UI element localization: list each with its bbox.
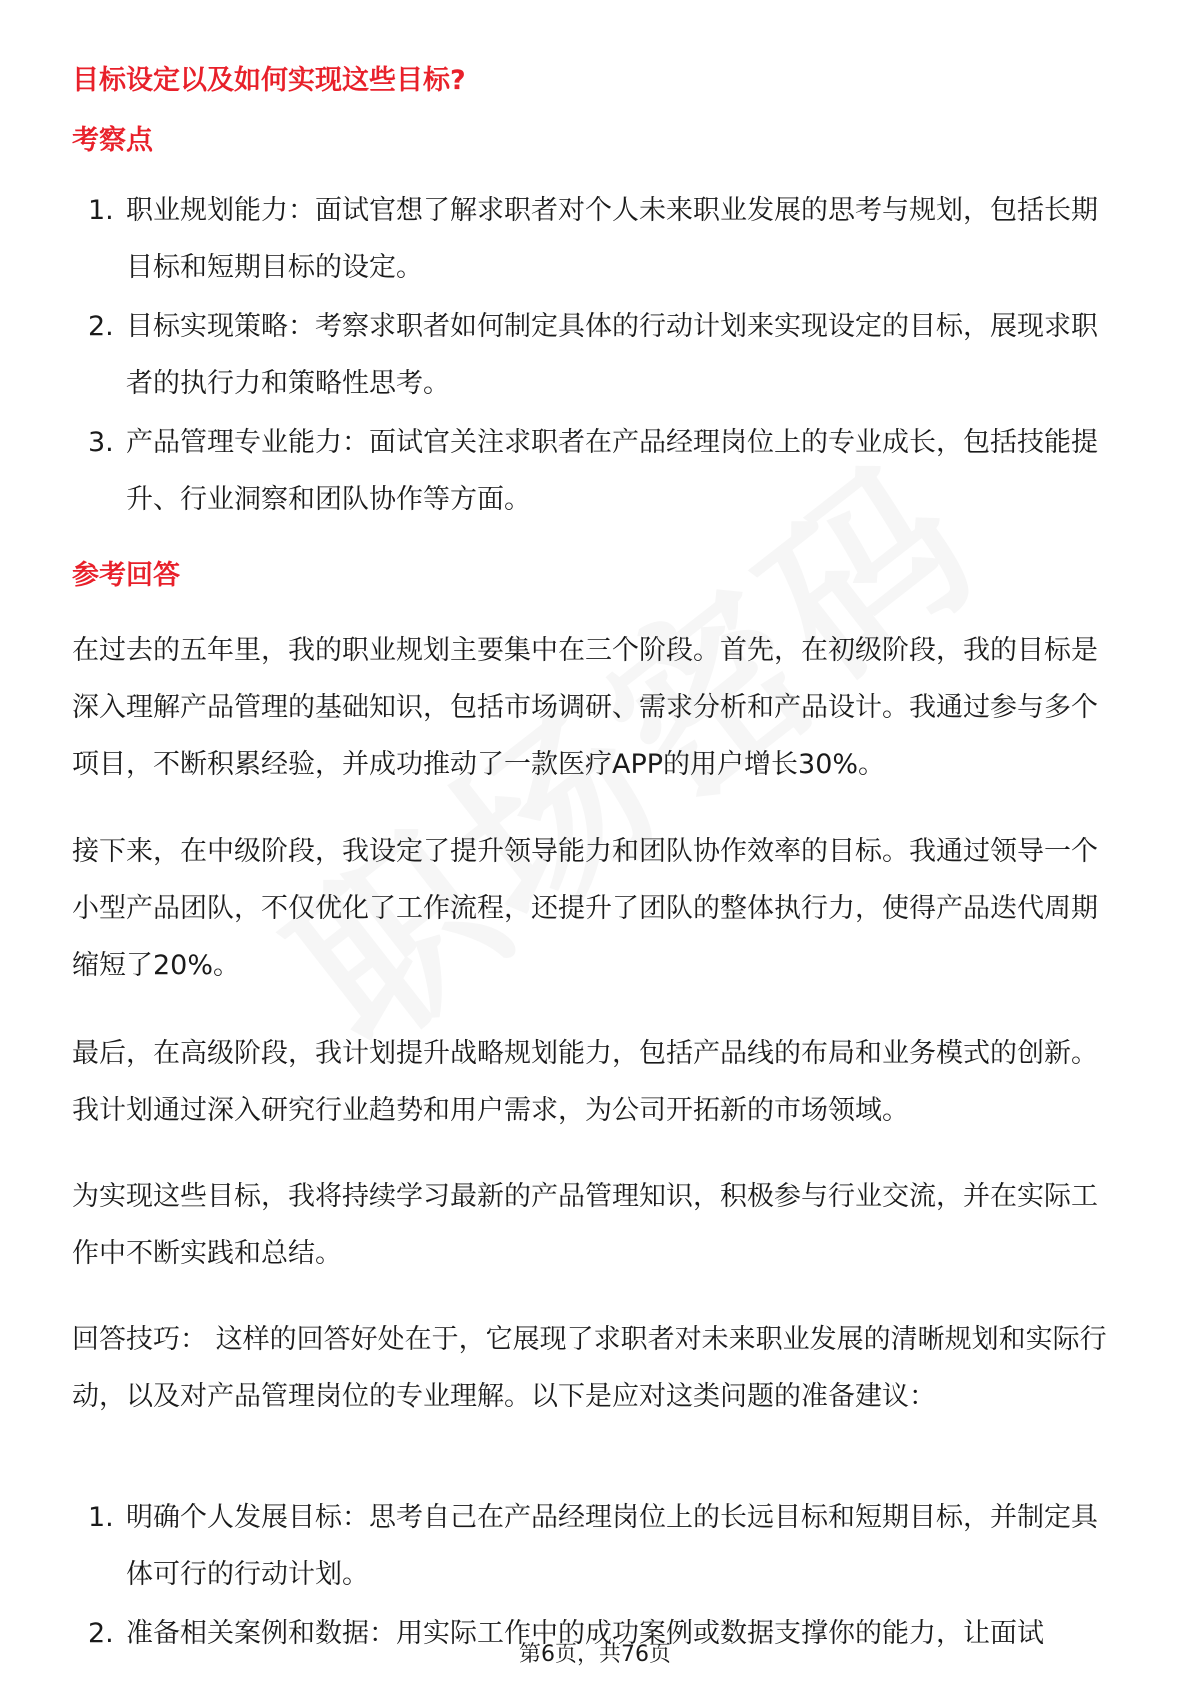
answer-paragraph-3: 最后，在高级阶段，我计划提升战略规划能力，包括产品线的布局和业务模式的创新。我计划通过深入研究行业趋势和用户需求，为公司开拓新的市场领域。	[72, 1038, 1098, 1126]
answer-paragraph-2: 接下来，在中级阶段，我设定了提升领导能力和团队协作效率的目标。我通过领导一个小型产品团队，不仅优化了工作流程，还提升了团队的整体执行力，使得产品迭代周期缩短了20%。	[72, 836, 1098, 981]
list-number: 2.	[88, 1618, 114, 1649]
list-item-text: 明确个人发展目标：思考自己在产品经理岗位上的长远目标和短期目标，并制定具体可行的行动计划。	[126, 1502, 1098, 1590]
answer-paragraph-1: 在过去的五年里，我的职业规划主要集中在三个阶段。首先，在初级阶段，我的目标是深入理解产品管理的基础知识，包括市场调研、需求分析和产品设计。我通过参与多个项目，不断积累经验，并成功推动了一款医疗APP的用户增长30%。	[72, 635, 1098, 780]
list-item	[72, 182, 1122, 296]
list-item	[72, 414, 1122, 528]
list-item-text: 准备相关案例和数据：用实际工作中的成功案例或数据支撑你的能力，让面试	[126, 1618, 1044, 1649]
points-list	[72, 182, 1122, 528]
list-number: 3.	[88, 427, 114, 458]
list-item-text: 目标实现策略：考察求职者如何制定具体的行动计划来实现设定的目标，展现求职者的执行力和策略性思考。	[126, 311, 1098, 399]
list-item	[72, 1489, 1122, 1603]
list-number: 1.	[88, 1502, 114, 1533]
list-item-text: 职业规划能力：面试官想了解求职者对个人未来职业发展的思考与规划，包括长期目标和短期目标的设定。	[126, 195, 1098, 283]
list-number: 1.	[88, 195, 114, 226]
list-item-text: 产品管理专业能力：面试官关注求职者在产品经理岗位上的专业成长，包括技能提升、行业洞察和团队协作等方面。	[126, 427, 1098, 515]
answer-tips-paragraph: 回答技巧： 这样的回答好处在于，它展现了求职者对未来职业发展的清晰规划和实际行动，以及对产品管理岗位的专业理解。以下是应对这类问题的准备建议：	[72, 1324, 1107, 1412]
section-heading-answer: 参考回答	[72, 560, 180, 591]
page-footer: 第6页，共76页	[519, 1642, 671, 1667]
question-title: 目标设定以及如何实现这些目标?	[72, 65, 466, 96]
list-item	[72, 298, 1122, 412]
answer-paragraph-4: 为实现这些目标，我将持续学习最新的产品管理知识，积极参与行业交流，并在实际工作中不断实践和总结。	[72, 1181, 1098, 1269]
section-heading-points: 考察点	[72, 125, 153, 156]
list-number: 2.	[88, 311, 114, 342]
